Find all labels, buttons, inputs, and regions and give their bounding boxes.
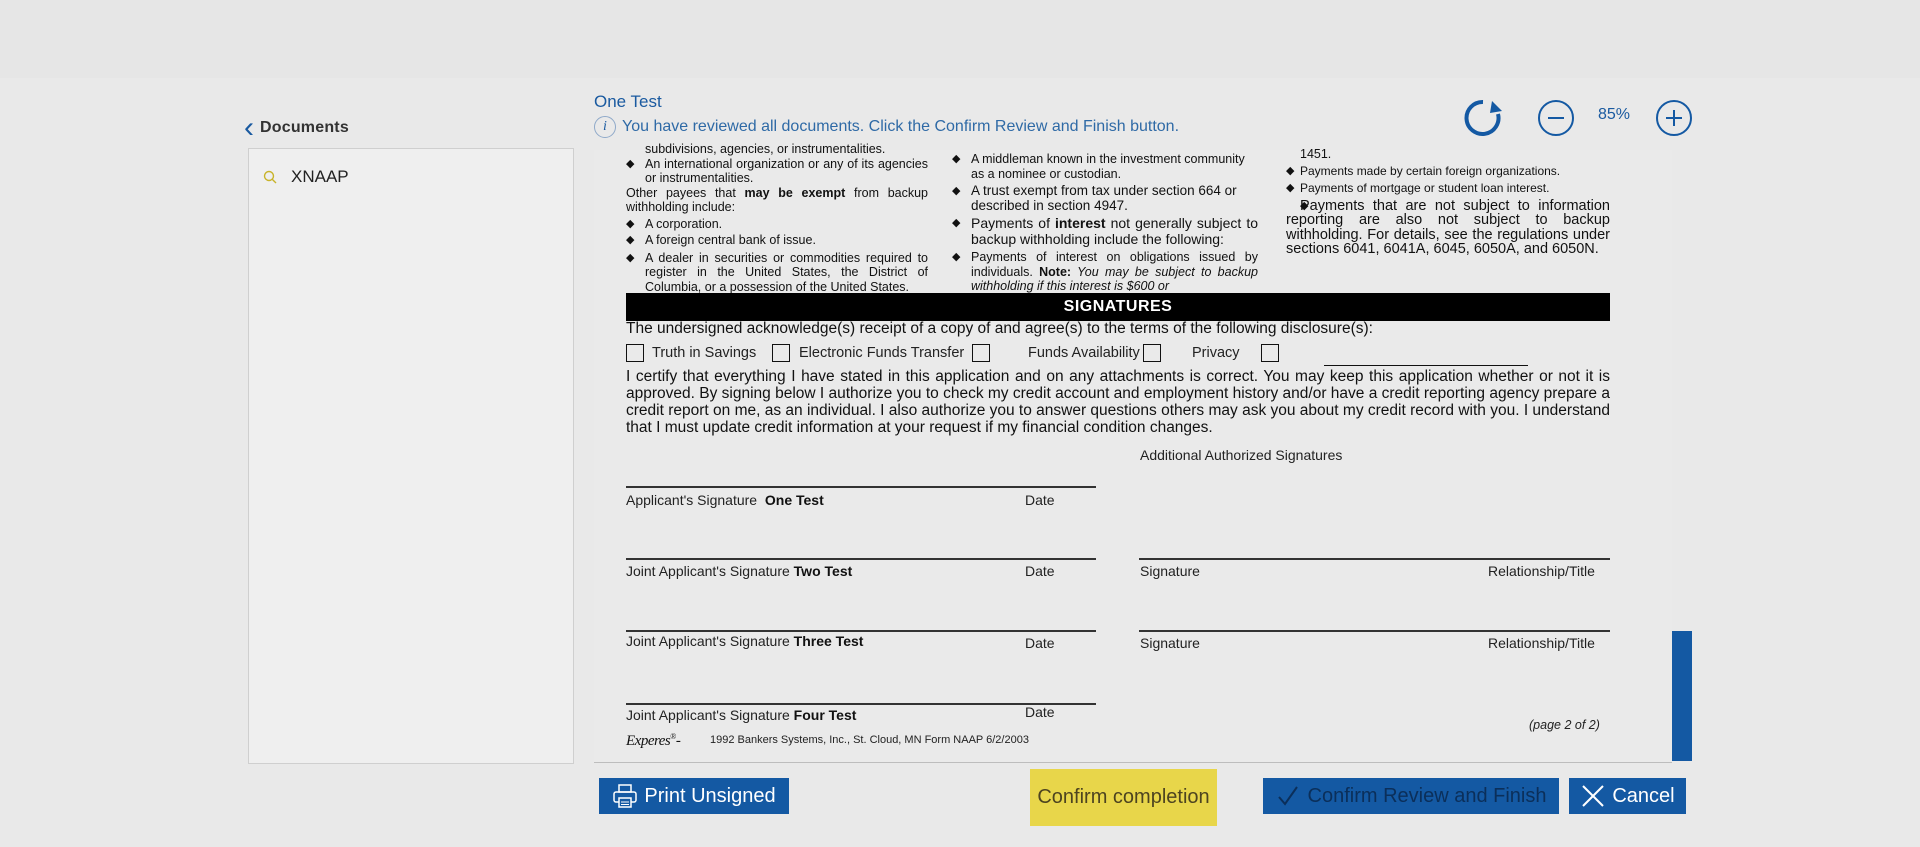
doc-bullet: ◆ Payments of mortgage or student loan interest.	[1286, 181, 1610, 196]
confirm-completion-tooltip: Confirm completion	[1030, 769, 1217, 826]
joint-signature-label: Joint Applicant's Signature Two Test	[626, 563, 853, 579]
search-icon	[263, 170, 277, 184]
doc-bullet: ◆ An international organization or any of its agencies or instrumentalities.	[626, 157, 928, 186]
signatures-heading: SIGNATURES	[626, 293, 1610, 321]
close-icon	[1580, 783, 1606, 809]
privacy-label: Privacy	[1192, 345, 1240, 361]
chevron-left-icon: ‹	[244, 111, 254, 144]
document-title: One Test	[594, 92, 662, 111]
zoom-level: 85%	[1598, 106, 1631, 123]
info-banner	[594, 116, 1179, 138]
documents-panel	[248, 148, 574, 764]
doc-bullet: ◆ A middleman known in the investment community as a nominee or custodian.	[952, 152, 1258, 181]
zoom-out-button[interactable]	[1537, 99, 1575, 137]
eft-checkbox[interactable]	[772, 344, 790, 362]
confirm-review-finish-button[interactable]	[1263, 778, 1559, 814]
documents-back-button[interactable]	[244, 111, 349, 144]
doc-bullet: ◆ A corporation.	[626, 217, 928, 232]
relationship-title-label: Relationship/Title	[1488, 635, 1595, 651]
doc-bullet: ◆ Payments of interest not generally subject to backup withholding include the following:	[952, 216, 1258, 247]
date-label: Date	[1025, 492, 1055, 508]
joint-signature-line[interactable]	[626, 558, 1096, 560]
doc-bullet: ◆ Payments of interest on obligations issued by individuals. Note: You may be subject to backup withholding if this interest is $600 or	[952, 250, 1258, 294]
joint-signature-label: Joint Applicant's Signature Four Test	[626, 707, 857, 723]
funds-availability-checkbox[interactable]	[1143, 344, 1161, 362]
doc-bullet: ◆ A trust exempt from tax under section 664 or described in section 4947.	[952, 184, 1258, 213]
doc-text: subdivisions, agencies, or instrumentalities.	[645, 142, 886, 156]
doc-bullet: ◆ A dealer in securities or commodities required to register in the United States, the District of Columbia, or a possession of the United States.	[626, 251, 928, 295]
form-footer: 1992 Bankers Systems, Inc., St. Cloud, MN Form NAAP 6/2/2003	[710, 734, 1029, 746]
relationship-title-label: Relationship/Title	[1488, 563, 1595, 579]
date-label: Date	[1025, 563, 1055, 579]
document-name: XNAAP	[291, 167, 349, 186]
documents-label: Documents	[260, 119, 349, 136]
rotate-button[interactable]	[1462, 97, 1504, 139]
certification-text: I certify that everything I have stated in this application and on any attachments is correct. You may keep this application whether or not it is approved. By signing below I authorize you to check my credit account and employment history and/or have a credit reporting agency prepare a credit report on me, as an individual. I also authorize you to answer questions others may ask you about my credit record with you. I understand that I must update credit information at your request if my financial condition changes.	[626, 368, 1610, 436]
additional-signatures-heading: Additional Authorized Signatures	[1140, 447, 1343, 463]
cancel-label: Cancel	[1612, 784, 1675, 807]
print-unsigned-label: Print Unsigned	[644, 784, 776, 807]
doc-column-3	[1286, 147, 1610, 257]
doc-column-2	[952, 152, 1258, 294]
print-unsigned-button[interactable]	[599, 778, 789, 814]
privacy-checkbox[interactable]	[1261, 344, 1279, 362]
disclosure-checkboxes	[626, 344, 1526, 366]
document-page[interactable]	[594, 142, 1672, 763]
signature-label: Signature	[1140, 635, 1200, 651]
confirm-review-finish-label: Confirm Review and Finish	[1307, 784, 1547, 807]
signature-label: Signature	[1140, 563, 1200, 579]
acknowledgement-text: The undersigned acknowledge(s) receipt of a copy of and agree(s) to the terms of the following disclosure(s):	[626, 320, 1373, 337]
checkmark-icon	[1276, 784, 1300, 808]
doc-bullet: ◆ Payments that are not subject to information reporting are also not subject to backup withholding. For details, see the regulations under sections 6041, 6041A, 6045, 6050A, and 6050N.	[1286, 199, 1610, 257]
plus-circle-icon	[1655, 99, 1693, 137]
doc-column-1	[626, 142, 928, 294]
truth-in-savings-label: Truth in Savings	[652, 345, 757, 361]
info-icon: i	[594, 116, 616, 138]
minus-circle-icon	[1537, 99, 1575, 137]
top-bar	[0, 0, 1920, 78]
additional-signature-line[interactable]	[1139, 558, 1610, 560]
zoom-in-button[interactable]	[1655, 99, 1693, 137]
truth-in-savings-checkbox[interactable]	[626, 344, 644, 362]
doc-bullet: ◆ Payments made by certain foreign organizations.	[1286, 164, 1610, 179]
document-item-xnaap[interactable]	[263, 167, 349, 187]
date-label: Date	[1025, 635, 1055, 651]
applicant-signature-label: Applicant's Signature One Test	[626, 492, 824, 508]
additional-signature-line[interactable]	[1139, 630, 1610, 632]
cancel-button[interactable]	[1569, 778, 1686, 814]
joint-signature-label: Joint Applicant's Signature Three Test	[626, 633, 864, 649]
rotate-icon	[1462, 97, 1504, 139]
doc-text: Other payees that may be exempt from backup withholding include:	[626, 185, 928, 214]
eft-label: Electronic Funds Transfer	[799, 345, 965, 361]
doc-bullet: ◆ A foreign central bank of issue.	[626, 233, 928, 248]
info-message: You have reviewed all documents. Click the Confirm Review and Finish button.	[622, 118, 1180, 135]
other-disclosure-line	[1324, 365, 1528, 366]
doc-text: 1451.	[1300, 147, 1332, 161]
applicant-signature-line[interactable]	[626, 486, 1096, 488]
date-label: Date	[1025, 704, 1055, 720]
joint-signature-line[interactable]	[626, 630, 1096, 632]
experes-logo: Experes®-	[626, 732, 681, 749]
page-number: (page 2 of 2)	[1529, 718, 1600, 732]
scrollbar-thumb[interactable]	[1672, 631, 1692, 761]
eft-after-checkbox[interactable]	[972, 344, 990, 362]
funds-availability-label: Funds Availability	[1028, 345, 1140, 361]
printer-icon	[612, 783, 638, 809]
